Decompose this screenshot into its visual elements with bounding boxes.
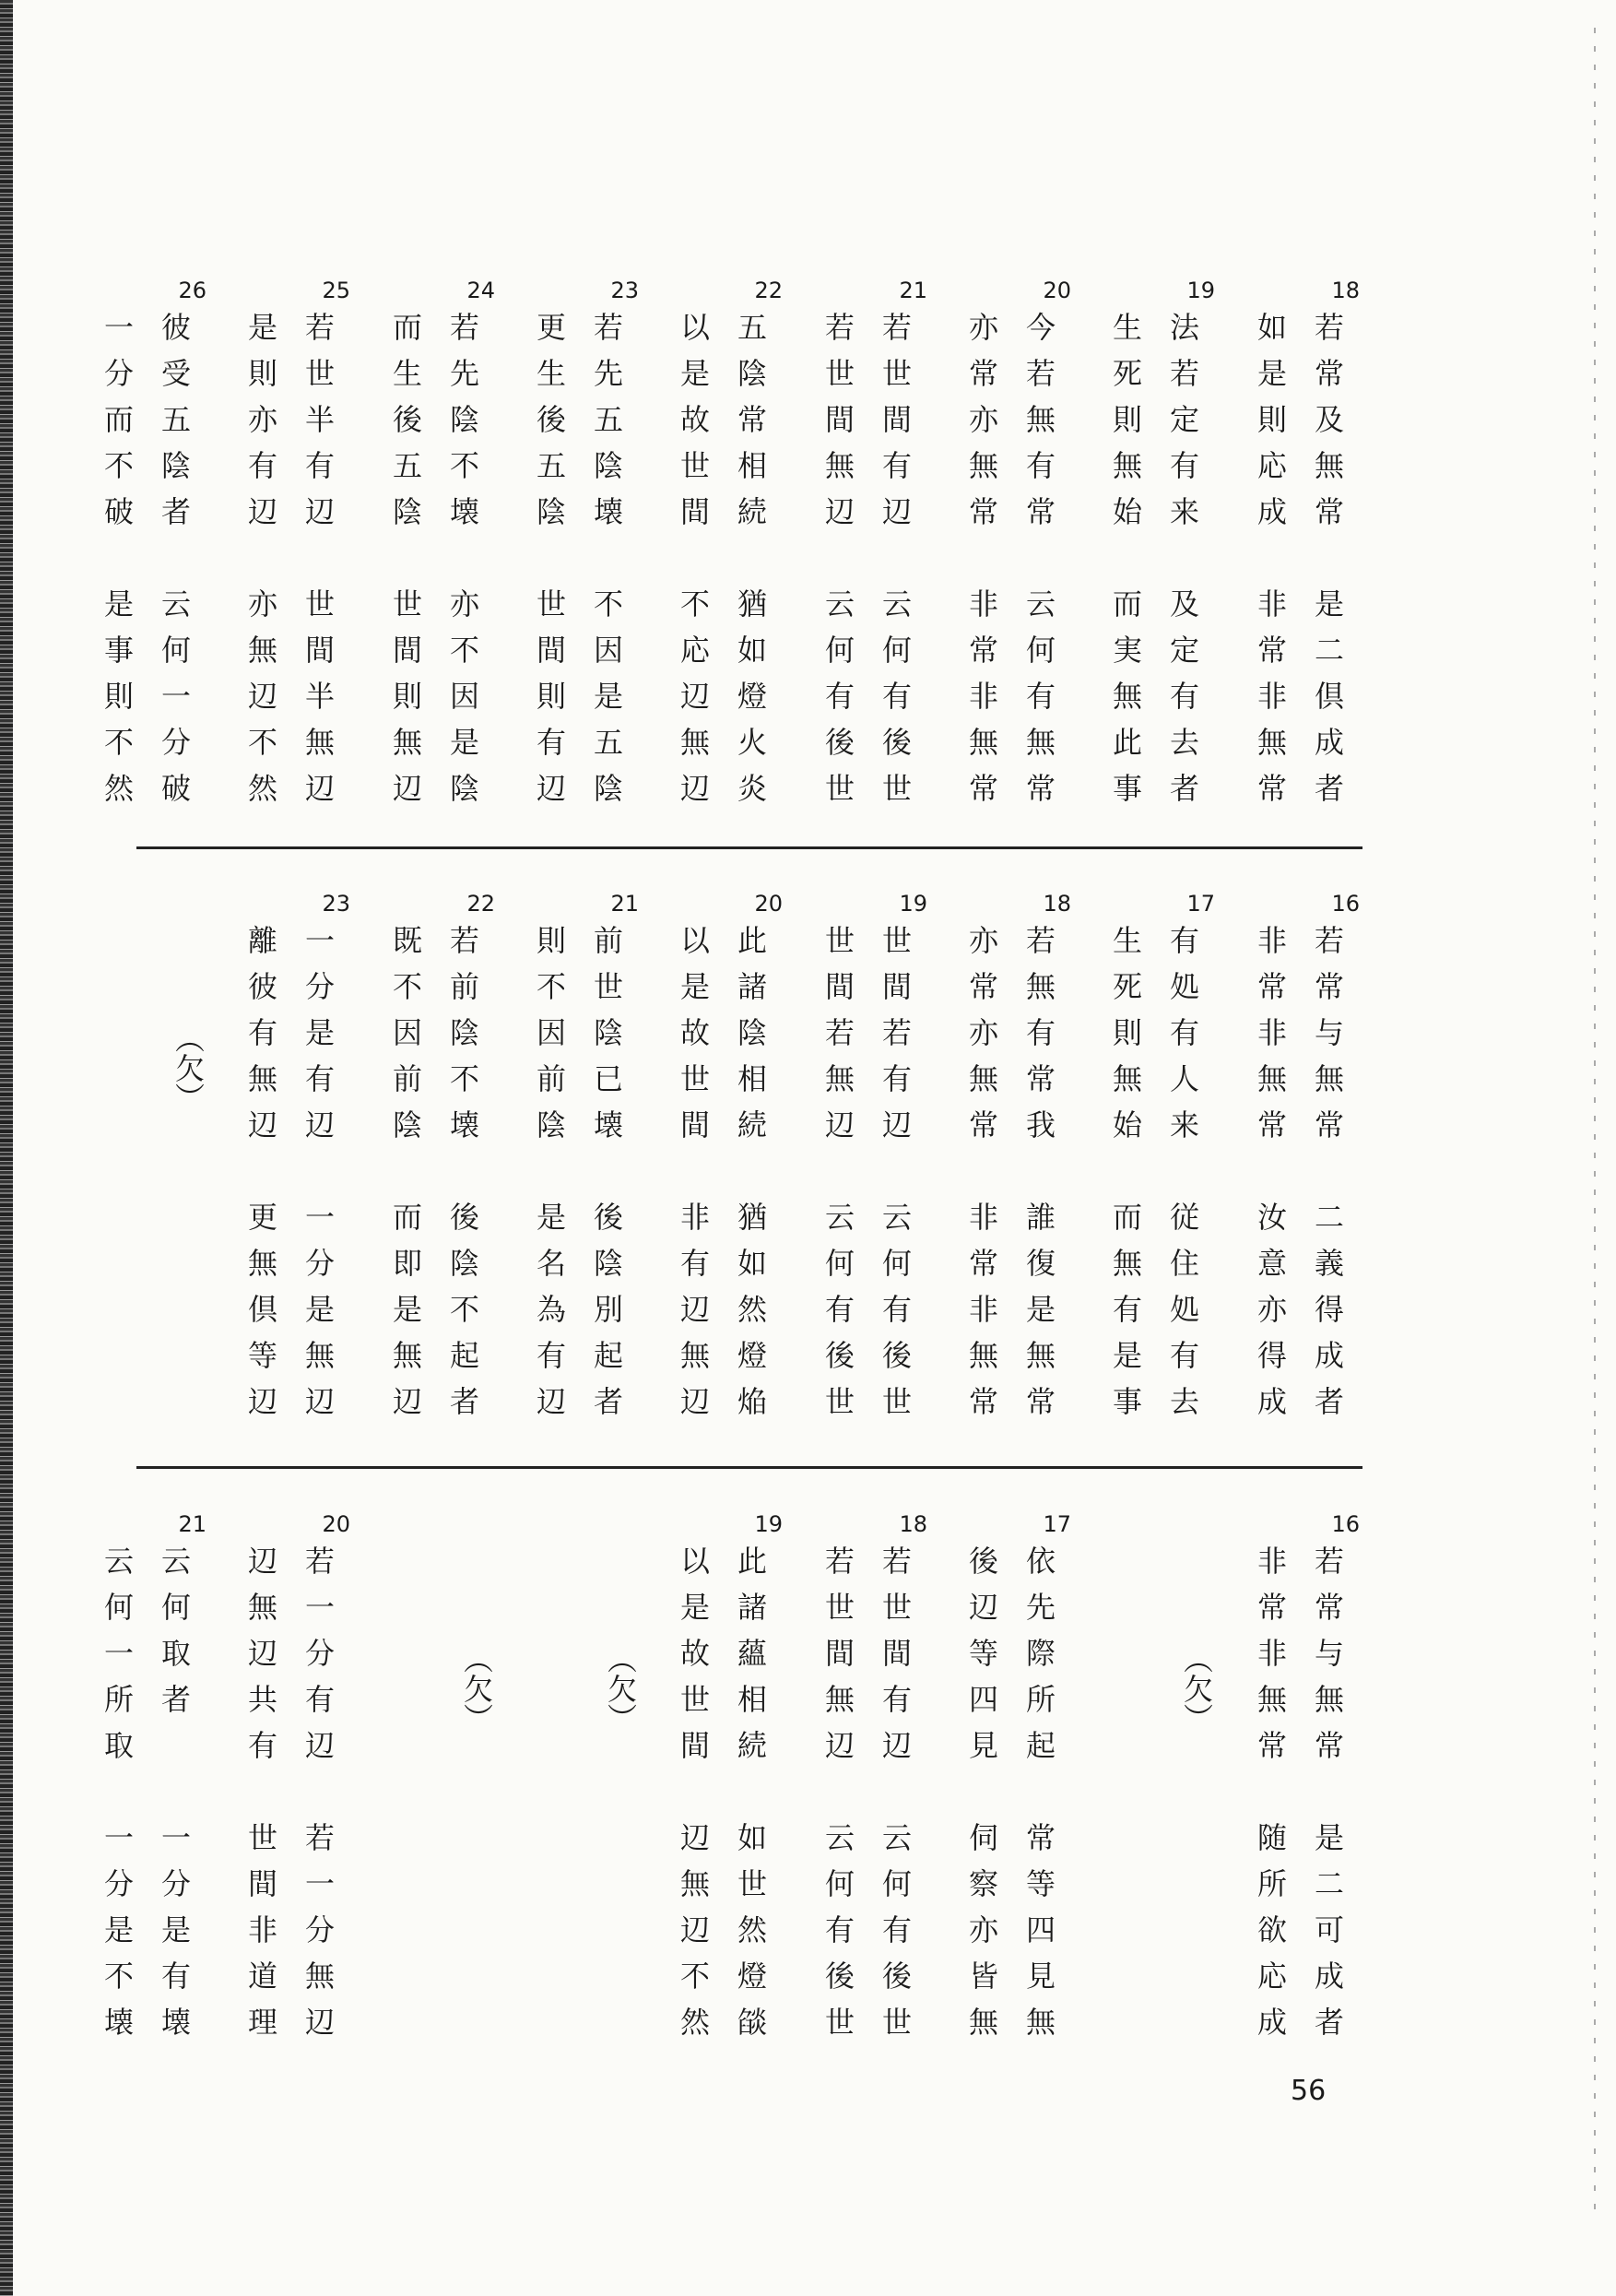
verse-line-2: 世 間 若 無 辺 [824, 923, 855, 1142]
verse-line-1: 若 無 有 常 我 [1025, 923, 1056, 1142]
verse-line-1: 有 処 有 人 来 [1169, 923, 1199, 1142]
verse-line-2: 亦 常 亦 無 常 [968, 923, 998, 1142]
verse-line-2: 更 生 後 五 陰 [536, 310, 566, 529]
verse-line-3: 一 分 是 有 壊 [160, 1820, 191, 2040]
verse-number: 24 [466, 278, 495, 303]
verse-line-1: 彼 受 五 陰 者 [160, 310, 191, 529]
verse-line-2: 是 則 亦 有 辺 [247, 310, 277, 529]
verse-line-1: 世 間 若 有 辺 [881, 923, 912, 1142]
verse-line-3: 二 義 得 成 者 [1314, 1200, 1344, 1419]
verse-line-1: 若 前 陰 不 壊 [449, 923, 479, 1142]
section-divider [136, 1466, 1362, 1469]
verse-line-3: 是 二 可 成 者 [1314, 1820, 1344, 2040]
verse-line-2: 非 常 非 無 常 [1256, 923, 1287, 1142]
verse-line-3: 及 定 有 去 者 [1169, 586, 1199, 806]
verse-line-3: 世 間 半 無 辺 [304, 586, 335, 806]
verse-line-4: 世 間 非 道 理 [247, 1820, 277, 2040]
verse-line-4: 云 何 有 後 世 [824, 1820, 855, 2040]
verse-line-1: 依 先 際 所 起 [1025, 1544, 1056, 1763]
verse-number: 23 [322, 891, 350, 917]
verse-line-4: 辺 無 辺 不 然 [679, 1820, 710, 2040]
verse-number: 26 [178, 278, 206, 303]
verse-line-2: 離 彼 有 無 辺 [247, 923, 277, 1142]
section-divider [136, 846, 1362, 849]
verse-number: 18 [1331, 278, 1360, 303]
verse-line-1: 若 常 及 無 常 [1314, 310, 1344, 529]
verse-line-2: 後 辺 等 四 見 [968, 1544, 998, 1763]
verse-number: 23 [610, 278, 639, 303]
verse-line-2: 以 是 故 世 間 [679, 923, 710, 1142]
verse-line-4: 伺 察 亦 皆 無 [968, 1820, 998, 2040]
verse-number: 22 [754, 278, 783, 303]
verse-line-3: 云 何 一 分 破 [160, 586, 191, 806]
verse-line-4: 是 名 為 有 辺 [536, 1200, 566, 1419]
verse-number: 21 [610, 891, 639, 917]
verse-line-4: 而 即 是 無 辺 [392, 1200, 422, 1419]
missing-mark: （欠） [1179, 1644, 1214, 1733]
verse-number: 17 [1186, 891, 1215, 917]
verse-line-4: 而 実 無 此 事 [1112, 586, 1142, 806]
verse-number: 19 [1186, 278, 1215, 303]
verse-number: 17 [1043, 1511, 1071, 1537]
verse-line-2: 非 常 非 無 常 [1256, 1544, 1287, 1763]
verse-line-2: 而 生 後 五 陰 [392, 310, 422, 529]
verse-line-1: 若 常 与 無 常 [1314, 923, 1344, 1142]
verse-line-3: 若 一 分 無 辺 [304, 1820, 335, 2040]
verse-line-1: 若 世 半 有 辺 [304, 310, 335, 529]
verse-line-2: 生 死 則 無 始 [1112, 310, 1142, 529]
verse-line-4: 云 何 有 後 世 [824, 586, 855, 806]
verse-number: 16 [1331, 891, 1360, 917]
verse-line-2: 若 世 間 無 辺 [824, 310, 855, 529]
verse-line-1: 若 世 間 有 辺 [881, 1544, 912, 1763]
verse-line-1: 若 先 陰 不 壊 [449, 310, 479, 529]
verse-line-1: 五 陰 常 相 続 [737, 310, 767, 529]
verse-line-4: 非 有 辺 無 辺 [679, 1200, 710, 1419]
verse-line-2: 以 是 故 世 間 [679, 310, 710, 529]
verse-line-2: 如 是 則 応 成 [1256, 310, 1287, 529]
verse-line-1: 今 若 無 有 常 [1025, 310, 1056, 529]
verse-line-3: 不 因 是 五 陰 [593, 586, 623, 806]
verse-line-3: 猶 如 然 燈 焔 [737, 1200, 767, 1419]
verse-line-1: 云 何 取 者 [160, 1544, 191, 1717]
verse-number: 22 [466, 891, 495, 917]
verse-line-1: 一 分 是 有 辺 [304, 923, 335, 1142]
verse-line-3: 後 陰 不 起 者 [449, 1200, 479, 1419]
verse-line-2: 若 世 間 無 辺 [824, 1544, 855, 1763]
verse-line-4: 而 無 有 是 事 [1112, 1200, 1142, 1419]
verse-line-4: 世 間 則 有 辺 [536, 586, 566, 806]
verse-line-4: 非 常 非 無 常 [968, 586, 998, 806]
verse-line-2: 以 是 故 世 間 [679, 1544, 710, 1763]
verse-line-3: 云 何 有 後 世 [881, 1200, 912, 1419]
verse-line-2: 亦 常 亦 無 常 [968, 310, 998, 529]
verse-number: 20 [754, 891, 783, 917]
verse-number: 21 [899, 278, 927, 303]
verse-line-3: 後 陰 別 起 者 [593, 1200, 623, 1419]
verse-line-4: 不 応 辺 無 辺 [679, 586, 710, 806]
verse-line-4: 随 所 欲 応 成 [1256, 1820, 1287, 2040]
verse-line-3: 一 分 是 無 辺 [304, 1200, 335, 1419]
verse-line-3: 云 何 有 無 常 [1025, 586, 1056, 806]
verse-line-1: 法 若 定 有 来 [1169, 310, 1199, 529]
missing-mark: （欠） [459, 1644, 494, 1733]
verse-line-3: 是 二 倶 成 者 [1314, 586, 1344, 806]
verse-line-1: 此 諸 蘊 相 続 [737, 1544, 767, 1763]
verse-line-4: 云 何 有 後 世 [824, 1200, 855, 1419]
verse-line-4: 世 間 則 無 辺 [392, 586, 422, 806]
verse-line-1: 若 世 間 有 辺 [881, 310, 912, 529]
verse-line-2: 辺 無 辺 共 有 [247, 1544, 277, 1763]
verse-number: 20 [1043, 278, 1071, 303]
verse-line-4: 汝 意 亦 得 成 [1256, 1200, 1287, 1419]
verse-line-4: 非 常 非 無 常 [968, 1200, 998, 1419]
verse-line-3: 亦 不 因 是 陰 [449, 586, 479, 806]
verse-number: 25 [322, 278, 350, 303]
verse-number: 20 [322, 1511, 350, 1537]
verse-number: 19 [899, 891, 927, 917]
scan-right-edge [1594, 28, 1596, 2222]
verse-line-2: 則 不 因 前 陰 [536, 923, 566, 1142]
missing-mark: （欠） [171, 1024, 206, 1112]
verse-line-3: 従 住 処 有 去 [1169, 1200, 1199, 1419]
verse-line-4: 亦 無 辺 不 然 [247, 586, 277, 806]
verse-line-2: 生 死 則 無 始 [1112, 923, 1142, 1142]
page-number: 56 [1291, 2075, 1327, 2107]
verse-line-4: 是 事 則 不 然 [103, 586, 134, 806]
verse-line-1: 此 諸 陰 相 続 [737, 923, 767, 1142]
verse-line-4: 一 分 是 不 壊 [103, 1820, 134, 2040]
verse-line-1: 前 世 陰 已 壊 [593, 923, 623, 1142]
verse-line-3: 如 世 然 燈 燄 [737, 1820, 767, 2040]
verse-number: 16 [1331, 1511, 1360, 1537]
verse-line-3: 猶 如 燈 火 炎 [737, 586, 767, 806]
verse-line-1: 若 常 与 無 常 [1314, 1544, 1344, 1763]
verse-line-4: 非 常 非 無 常 [1256, 586, 1287, 806]
verse-line-2: 一 分 而 不 破 [103, 310, 134, 529]
verse-line-3: 云 何 有 後 世 [881, 1820, 912, 2040]
verse-line-3: 云 何 有 後 世 [881, 586, 912, 806]
verse-number: 18 [899, 1511, 927, 1537]
verse-line-3: 常 等 四 見 無 [1025, 1820, 1056, 2040]
verse-line-2: 云 何 一 所 取 [103, 1544, 134, 1763]
verse-line-1: 若 一 分 有 辺 [304, 1544, 335, 1763]
verse-number: 21 [178, 1511, 206, 1537]
verse-line-3: 誰 復 是 無 常 [1025, 1200, 1056, 1419]
verse-number: 19 [754, 1511, 783, 1537]
verse-number: 18 [1043, 891, 1071, 917]
verse-line-4: 更 無 倶 等 辺 [247, 1200, 277, 1419]
scan-binding-edge [0, 0, 13, 2296]
missing-mark: （欠） [603, 1644, 638, 1733]
verse-line-1: 若 先 五 陰 壊 [593, 310, 623, 529]
verse-line-2: 既 不 因 前 陰 [392, 923, 422, 1142]
